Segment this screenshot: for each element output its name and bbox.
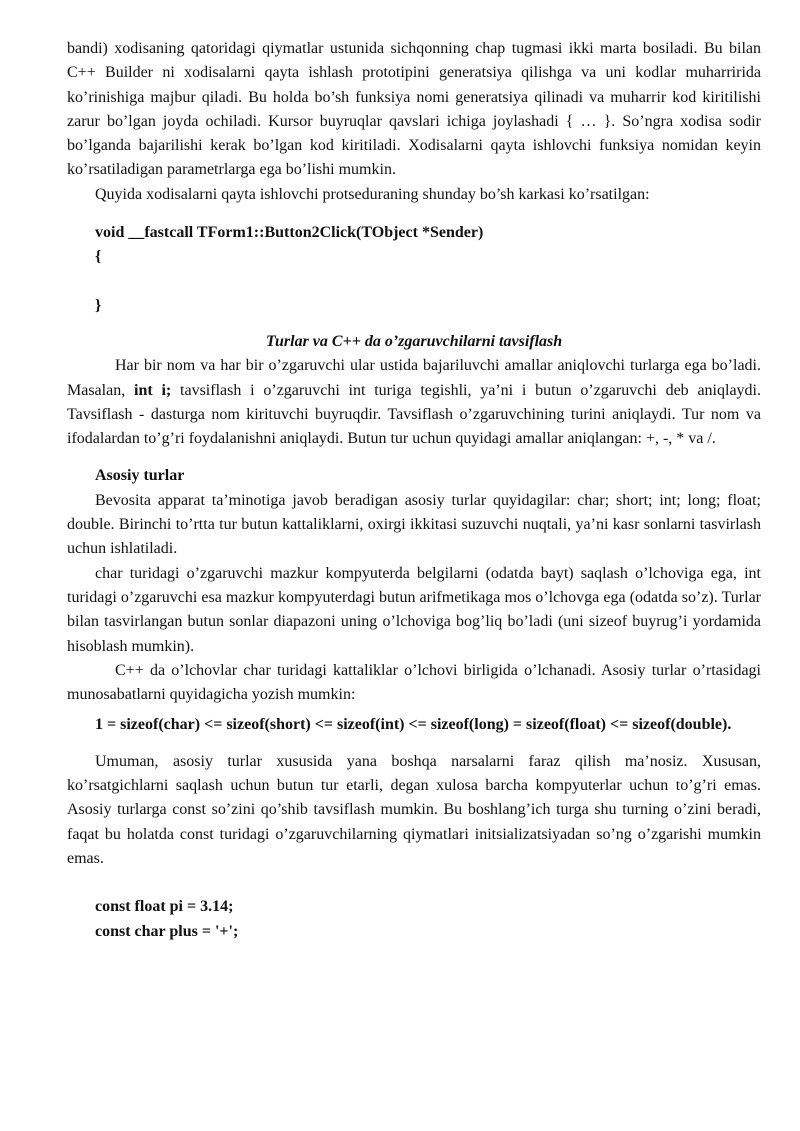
paragraph-event-handler-intro: bandi) xodisaning qatoridagi qiymatlar ustunida sichqonning chap tugmasi ikki marta bosiladi. Bu bilan C++ Builder ni xodisalarni qayta ishlash prototipini generatsiya qilishga va uni kodlar muharririda ko’rinishiga majbur qiladi. Bu holda bo’sh funksiya nomi generatsiya qilinadi va muharrir kod kiritilishi zarur bo’lgan joyda ochiladi. Kursor buyruqlar qavslari ichiga joylashadi { … }. So’ngra xodisa sodir bo’lganda bajarilishi kerak bo’lgan kod kiritiladi. Xodisalarni qayta ishlovchi funksiya nomidan keyin ko’rsatiladigan parametrlarga ega bo’lishi mumkin. [67, 40, 761, 179]
paragraph-basic-types: Bevosita apparat ta’minotiga javob beradigan asosiy turlar quyidagilar: char; short; int; long; float; double. Birinchi to’rtta tur butun kattaliklarni, oxirgi ikkitasi suzuvchi nuqtali, ya’ni kasr sonlarni tasvirlash uchun ishlatiladi. [67, 491, 761, 558]
paragraph-types-description [67, 354, 761, 451]
inline-code-int-i: int i; [134, 381, 172, 399]
section-heading-basic-types: Asosiy turlar [95, 467, 185, 485]
paragraph-types-part1: Har bir nom va har bir o’zgaruvchi ular ustida bajariluvchi amallar aniqlovchi turlarga ega bo’ladi. Masalan, [67, 357, 761, 399]
code-signature-rest: fastcall TForm1::Button2Click(TObject *Sender) [144, 224, 484, 242]
paragraph-sizes: C++ da o’lchovlar char turidagi kattaliklar o’lchovi birligida o’lchanadi. Asosiy turlar o’rtasidagi munosabatlarni quyidagicha yozish mumkin: [67, 661, 761, 704]
paragraph-char-int: char turidagi o’zgaruvchi mazkur kompyuterda belgilarni (odatda bayt) saqlash o’lchoviga ega, int turidagi o’zgaruvchi esa mazkur kompyuterdagi butun arifmetikaga mos o’lchovga ega (odatda so’z). Turlar bilan tasvirlangan butun sonlar diapazoni uning o’lchoviga bog’liq bo’ladi (uni sizeof buyrug’i yordamida hisoblash mumkin). [67, 564, 761, 655]
formula-sizeof: 1 = sizeof(char) <= sizeof(short) <= sizeof(int) <= sizeof(long) = sizeof(float) <= sizeof(double). [95, 716, 732, 734]
code-void: void [95, 224, 129, 242]
paragraph-const: Umuman, asosiy turlar xususida yana boshqa narsalarni faraz qilish ma’nosiz. Xususan, ko’rsatgichlarni saqlash uchun butun tur etarli, degan xulosa barcha kompyuterlar uchun to’g’ri emas. Asosiy turlarga const so’zini qo’shib tavsiflash mumkin. Bu boshlang’ich turga shu turning o’zini beradi, faqat bu holatda const turidagi o’zgaruvchilarning qiymatlari initsializatsiyadan so’ng o’zgarishi mumkin emas. [67, 752, 761, 867]
document-page [67, 37, 761, 944]
code-const-pi: const float pi = 3.14; [95, 898, 234, 916]
code-function-signature [67, 221, 761, 245]
section-heading-types: Turlar va C++ da o’zgaruvchilarni tavsiflash [265, 332, 563, 350]
code-const-plus: const char plus = '+'; [95, 922, 239, 940]
paragraph-empty-frame-intro: Quyida xodisalarni qayta ishlovchi protseduraning shunday bo’sh karkasi ko’rsatilgan: [95, 185, 650, 203]
code-underscore: __ [128, 224, 145, 242]
paragraph-types-part2: tavsiflash i o’zgaruvchi int turiga tegishli, ya’ni i butun o’zgaruvchi deb aniqlaydi. Tavsiflash - dasturga nom kirituvchi buyruqdir. Tavsiflash o’zgaruvchining turini aniqlaydi. Tur nom va ifodalardan to’g’ri foydalanishni aniqlaydi. Butun tur uchun quyidagi amallar aniqlangan: +, -, * va /. [67, 381, 761, 448]
code-open-brace: { [95, 248, 102, 266]
code-close-brace: } [95, 296, 102, 314]
